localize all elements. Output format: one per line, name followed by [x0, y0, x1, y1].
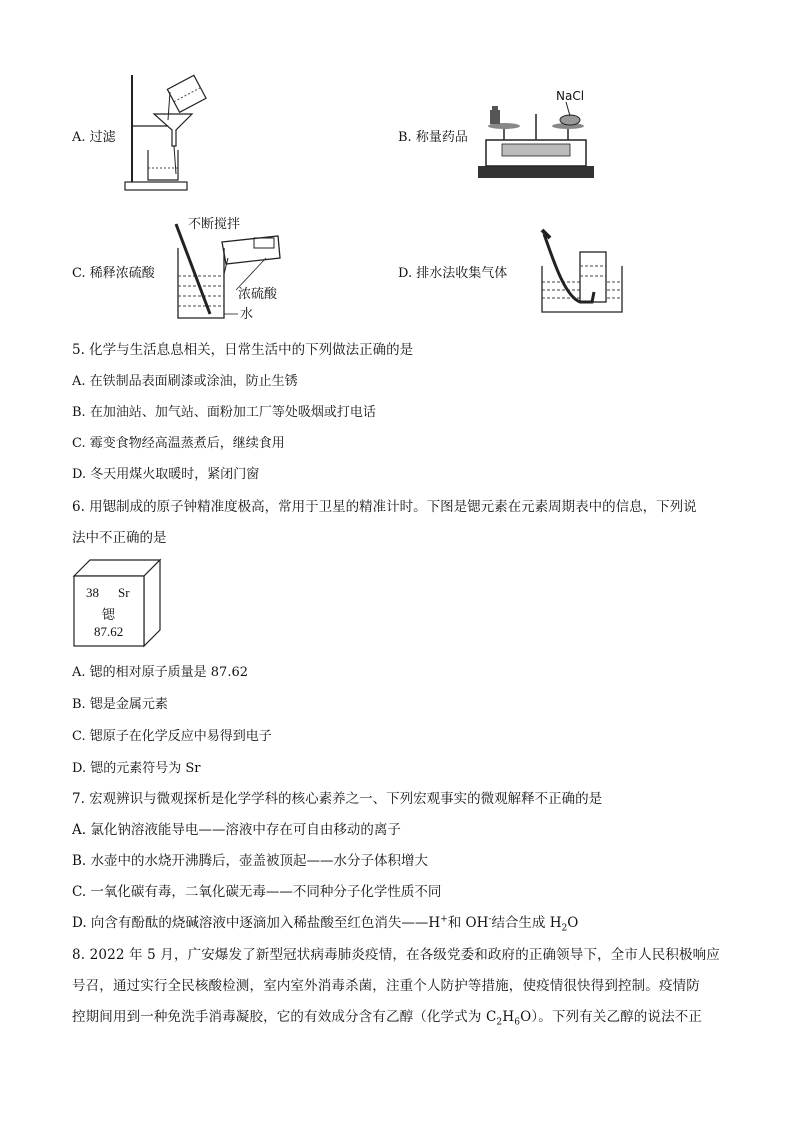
- subscript: 6: [514, 1017, 521, 1028]
- q8-line2: 号召，通过实行全民核酸检测，室内室外消毒杀菌，注重个人防护等措施，使疫情很快得到控制。疫情防: [72, 978, 700, 994]
- option-letter: C.: [72, 266, 86, 281]
- element-card: [72, 558, 162, 648]
- stir-label: 不断搅拌: [188, 217, 241, 232]
- q7-option-a: A. 氯化钠溶液能导电——溶液中存在可自由移动的离子: [72, 822, 401, 838]
- element-name: 锶: [102, 608, 116, 623]
- q6-option-c: C. 锶原子在化学反应中易得到电子: [72, 729, 272, 744]
- q8-line1: 8. 2022 年 5 月，广安爆发了新型冠状病毒肺炎疫情，在各级党委和政府的正确领导下，全市人民积极响应: [72, 947, 720, 963]
- q5-stem: 5. 化学与生活息息相关，日常生活中的下列做法正确的是: [72, 342, 414, 358]
- q8-text: 控期间用到一种免洗手消毒凝胶，它的有效成分含有乙醇（化学式为 C: [72, 1009, 497, 1025]
- q6-stem-line2: 法中不正确的是: [72, 530, 167, 546]
- option-text: 称量药品: [415, 130, 468, 145]
- option-c-label: [72, 262, 155, 281]
- q5-option-d: D. 冬天用煤火取暖时，紧闭门窗: [72, 467, 260, 482]
- atomic-mass: 87.62: [94, 624, 124, 639]
- element-symbol: Sr: [118, 585, 130, 600]
- q5-option-c: C. 霉变食物经高温蒸煮后，继续食用: [72, 436, 285, 451]
- q6-option-d: D. 锶的元素符号为 Sr: [72, 761, 201, 776]
- option-text: 排水法收集气体: [416, 266, 508, 281]
- q5-option-b: B. 在加油站、加气站、面粉加工厂等处吸烟或打电话: [72, 405, 376, 420]
- q8-text: O）。下列有关乙醇的说法不正: [520, 1009, 703, 1025]
- q6-stem-line1: 6. 用锶制成的原子钟精准度极高，常用于卫星的精准计时。下图是锶元素在元素周期表中的信息，下列说: [72, 499, 697, 515]
- q7-stem: 7. 宏观辨识与微观探析是化学学科的核心素养之一、下列宏观事实的微观解释不正确的是: [72, 791, 603, 807]
- option-d-label: [398, 262, 507, 281]
- water-label: 水: [240, 307, 254, 322]
- q7-option-c: C. 一氧化碳有毒，二氧化碳无毒——不同种分子化学性质不同: [72, 884, 442, 900]
- q8-text: H: [502, 1009, 515, 1025]
- option-letter: B.: [398, 130, 412, 145]
- gas-collection-diagram: [538, 226, 628, 316]
- acid-label: 浓硫酸: [238, 287, 278, 302]
- q5-option-a: A. 在铁制品表面刷漆或涂油，防止生锈: [72, 374, 298, 389]
- superscript: +: [440, 914, 448, 925]
- option-letter: D.: [398, 266, 413, 281]
- filtration-diagram: [120, 70, 220, 195]
- q7-d-text: D. 向含有酚酞的烧碱溶液中逐滴加入稀盐酸至红色消失——H: [72, 915, 441, 931]
- superscript: -: [488, 914, 492, 925]
- option-b-label: [398, 126, 468, 145]
- q7-d-text: 和 OH: [447, 915, 489, 931]
- subscript: 2: [561, 923, 568, 934]
- subscript: 2: [496, 1017, 503, 1028]
- option-text: 过滤: [89, 130, 116, 145]
- balance-diagram: [476, 84, 596, 182]
- q7-option-d: [72, 911, 578, 934]
- atomic-number: 38: [86, 585, 99, 600]
- q7-option-b: B. 水壶中的水烧开沸腾后，壶盖被顶起——水分子体积增大: [72, 853, 429, 869]
- q8-line3: [72, 1005, 702, 1028]
- option-a-label: [72, 126, 116, 145]
- q6-option-b: B. 锶是金属元素: [72, 697, 168, 712]
- option-letter: A.: [72, 130, 86, 145]
- nacl-label: NaCl: [556, 89, 585, 103]
- dilution-diagram: [168, 214, 316, 326]
- q6-option-a: A. 锶的相对原子质量是 87.62: [72, 665, 249, 680]
- option-text: 稀释浓硫酸: [89, 266, 155, 281]
- q7-d-text: O: [567, 915, 579, 931]
- q7-d-text: 结合生成 H: [491, 915, 562, 931]
